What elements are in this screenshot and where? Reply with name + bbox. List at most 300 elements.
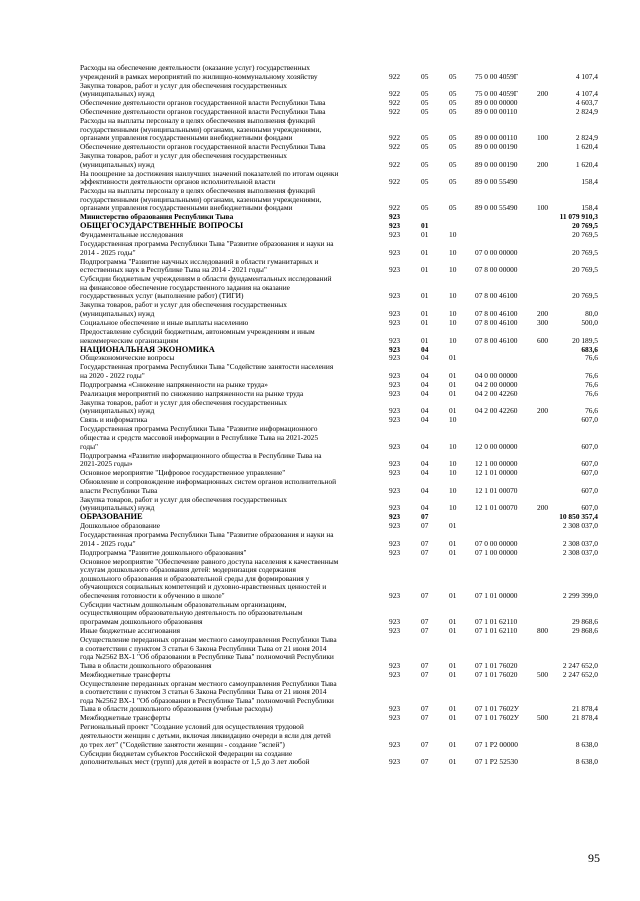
cell-target-item: 07 8 00 46100	[475, 318, 518, 327]
row-description	[80, 170, 385, 187]
description-line: 2014 - 2025 годы"	[80, 538, 136, 548]
description-line: года №2562 ВХ-1 "Об образовании в Республике Тыва" полномочий Республики	[80, 652, 334, 662]
description-line: Региональный проект "Создание условий для осуществления трудовой	[80, 722, 304, 732]
description-line: эффективности деятельности органов исполнительной власти	[80, 177, 276, 187]
description-line: годы"	[80, 441, 99, 451]
description-line: в соответствии с пунктом 3 статьи 6 Закона Республики Тыва от 21 июня 2014	[80, 687, 327, 697]
cell-target-item: 07 1 00 00000	[475, 547, 518, 557]
cell-amount: 20 189,5	[572, 335, 598, 345]
cell-amount: 20 769,5	[572, 221, 598, 231]
cell-expense-type: 200	[537, 159, 549, 169]
cell-section: 04	[421, 485, 429, 495]
cell-amount: 8 638,0	[575, 757, 598, 767]
cell-section: 01	[421, 309, 429, 319]
cell-subsection: 01	[449, 704, 457, 714]
description-line: Подпрограмма "Развитие научных исследований в области гуманитарных и	[80, 256, 319, 266]
cell-section: 05	[421, 177, 429, 187]
description-line: осуществляющим образовательную деятельность по образовательным	[80, 608, 303, 618]
description-line: на 2020 - 2022 годы"	[80, 370, 145, 380]
cell-subsection: 01	[449, 388, 457, 398]
cell-section: 07	[421, 669, 429, 679]
cell-subsection: 10	[449, 485, 457, 495]
cell-subsection: 01	[449, 538, 457, 548]
row-description	[80, 452, 385, 469]
description-line: (муниципальных) нужд	[80, 406, 155, 416]
cell-subsection: 01	[449, 626, 457, 635]
cell-amount: 607,0	[581, 485, 598, 495]
cell-grbs: 923	[389, 704, 401, 714]
cell-grbs: 923	[389, 247, 401, 257]
cell-target-item: 04 0 00 00000	[475, 370, 518, 380]
cell-subsection: 10	[449, 468, 457, 478]
cell-target-item: 07 1 P2 52530	[475, 757, 518, 767]
description-line: деятельности женщин с детьми, включая ликвидацию очереди в ясли для детей	[80, 730, 331, 740]
cell-target-item: 89 0 00 00000	[475, 98, 518, 108]
cell-grbs: 922	[389, 142, 401, 152]
cell-target-item: 07 8 00 00000	[475, 265, 518, 275]
description-line: (муниципальных) нужд	[80, 503, 155, 513]
row-description	[80, 82, 385, 99]
cell-grbs: 922	[389, 71, 401, 81]
cell-subsection: 01	[449, 669, 457, 679]
description-line: некоммерческим организациям	[80, 335, 179, 345]
cell-section: 01	[421, 265, 429, 275]
cell-grbs: 922	[389, 177, 401, 187]
description-line: Дошкольное образование	[80, 521, 161, 531]
row-description	[80, 64, 385, 81]
cell-target-item: 07 1 01 7602У	[475, 713, 520, 723]
description-line: Расходы на обеспечение деятельности (оказание услуг) государственных	[80, 63, 311, 72]
cell-subsection: 10	[449, 265, 457, 275]
description-line: Подпрограмма «Развитие информационного общества в Республике Тыва на	[80, 450, 322, 460]
cell-section: 07	[421, 617, 429, 627]
cell-section: 04	[421, 441, 429, 451]
description-line: на финансовое обеспечение государственного задания на оказание	[80, 282, 290, 292]
cell-amount: 29 868,6	[572, 626, 598, 635]
cell-grbs: 923	[389, 660, 401, 670]
description-line: Субсидии бюджетам субъектов Российской Федерации на создание	[80, 748, 293, 758]
cell-target-item: 12 1 01 00000	[475, 468, 518, 478]
row-description	[80, 601, 385, 627]
description-line: государственными (муниципальными) органами, казенными учреждениями,	[80, 124, 322, 134]
cell-subsection: 10	[449, 335, 457, 345]
cell-expense-type: 100	[537, 203, 549, 213]
cell-expense-type: 200	[537, 309, 549, 319]
cell-amount: 607,0	[581, 503, 598, 513]
cell-amount: 2 247 652,0	[562, 660, 598, 670]
description-line: Министерство образования Республики Тыва	[80, 212, 234, 222]
row-description	[80, 549, 385, 558]
description-line: Социальное обеспечение и иные выплаты населению	[80, 318, 249, 327]
cell-section: 01	[421, 221, 429, 231]
cell-grbs: 922	[389, 89, 401, 99]
cell-section: 01	[421, 247, 429, 257]
cell-subsection: 05	[449, 177, 457, 187]
description-line: до трех лет" ("Содействие занятости женщин - создание "яслей")	[80, 739, 285, 749]
cell-target-item: 12 0 00 00000	[475, 441, 518, 451]
cell-grbs: 923	[389, 521, 401, 531]
cell-subsection: 01	[449, 521, 457, 531]
cell-grbs: 923	[389, 468, 401, 478]
cell-target-item: 12 1 00 00000	[475, 459, 518, 469]
cell-target-item: 12 1 01 00070	[475, 485, 518, 495]
cell-amount: 158,4	[581, 203, 598, 213]
cell-subsection: 01	[449, 660, 457, 670]
description-line: Закупка товаров, работ и услуг для обеспечения государственных	[80, 80, 287, 90]
cell-section: 07	[421, 704, 429, 714]
cell-target-item: 89 0 00 55490	[475, 177, 518, 187]
cell-target-item: 89 0 00 00190	[475, 142, 518, 152]
cell-subsection: 10	[449, 503, 457, 513]
description-line: Тыва в области дошкольного образования	[80, 660, 212, 670]
cell-expense-type: 800	[537, 626, 549, 635]
cell-target-item: 07 0 00 00000	[475, 247, 518, 257]
cell-subsection: 05	[449, 98, 457, 108]
description-line: Основное мероприятие "Цифровое государственное управление"	[80, 468, 286, 478]
description-line: государственными (муниципальными) органами, казенными учреждениями,	[80, 194, 322, 204]
cell-section: 01	[421, 291, 429, 301]
row-description	[80, 258, 385, 275]
cell-subsection: 05	[449, 107, 457, 117]
description-line: естественных наук в Республике Тыва на 2014 - 2021 годы"	[80, 265, 267, 275]
cell-amount: 2 308 037,0	[562, 538, 598, 548]
cell-section: 07	[421, 757, 429, 767]
cell-target-item: 04 2 00 42260	[475, 406, 518, 416]
description-line: услугам дошкольного образования детей: модернизация содержания	[80, 565, 296, 575]
description-line: Государственная программа Республики Тыва "Содействие занятости населения	[80, 362, 334, 372]
description-line: Межбюджетные трансферты	[80, 713, 171, 723]
cell-target-item: 89 0 00 00110	[475, 107, 518, 117]
cell-target-item: 89 0 00 00110	[475, 133, 518, 143]
cell-amount: 607,0	[581, 415, 598, 425]
cell-grbs: 923	[389, 713, 401, 723]
description-line: ОБРАЗОВАНИЕ	[80, 512, 143, 522]
row-description	[80, 363, 385, 380]
cell-amount: 2 247 652,0	[562, 669, 598, 679]
cell-grbs: 922	[389, 107, 401, 117]
cell-subsection: 10	[449, 441, 457, 451]
cell-section: 04	[421, 379, 429, 389]
description-line: Закупка товаров, работ и услуг для обеспечения государственных	[80, 300, 287, 310]
description-line: в соответствии с пунктом 3 статьи 6 Закона Республики Тыва от 21 июня 2014	[80, 643, 327, 653]
description-line: власти Республики Тыва	[80, 485, 158, 495]
cell-section: 07	[421, 660, 429, 670]
cell-amount: 76,6	[585, 406, 598, 416]
cell-subsection: 01	[449, 713, 457, 723]
cell-expense-type: 100	[537, 133, 549, 143]
description-line: Обеспечение деятельности органов государственной власти Республики Тыва	[80, 142, 326, 152]
cell-section: 05	[421, 203, 429, 213]
row-description	[80, 636, 385, 670]
cell-amount: 76,6	[585, 379, 598, 389]
cell-subsection: 01	[449, 617, 457, 627]
cell-amount: 4 107,4	[575, 89, 598, 99]
description-line: Обновление и сопровождение информационных систем органов исполнительной	[80, 477, 337, 486]
row-description	[80, 240, 385, 257]
row-description	[80, 399, 385, 416]
description-line: (муниципальных) нужд	[80, 309, 155, 319]
cell-grbs: 923	[389, 538, 401, 548]
cell-target-item: 07 0 00 00000	[475, 538, 518, 548]
cell-target-item: 07 1 01 76020	[475, 669, 518, 679]
cell-grbs: 922	[389, 159, 401, 169]
description-line: Предоставление субсидий бюджетным, автономным учреждениям и иным	[80, 326, 315, 336]
cell-subsection: 05	[449, 133, 457, 143]
cell-grbs: 923	[389, 739, 401, 749]
cell-target-item: 04 2 00 00000	[475, 379, 518, 389]
row-description	[80, 301, 385, 318]
row-description	[80, 750, 385, 767]
cell-target-item: 75 0 00 4059Г	[475, 89, 519, 99]
cell-amount: 158,4	[581, 177, 598, 187]
description-line: Субсидии частным дошкольным образовательным организациям,	[80, 599, 287, 609]
description-line: ОБЩЕГОСУДАРСТВЕННЫЕ ВОПРОСЫ	[80, 221, 244, 231]
cell-amount: 683,6	[581, 344, 598, 354]
description-line: Обеспечение деятельности органов государственной власти Республики Тыва	[80, 107, 326, 117]
cell-subsection: 10	[449, 415, 457, 425]
row-description	[80, 478, 385, 495]
cell-section: 04	[421, 388, 429, 398]
cell-target-item: 07 1 01 76020	[475, 660, 518, 670]
cell-target-item: 07 1 01 62110	[475, 626, 518, 635]
cell-subsection: 01	[449, 353, 457, 363]
cell-section: 04	[421, 344, 429, 354]
cell-subsection: 05	[449, 71, 457, 81]
cell-grbs: 923	[389, 379, 401, 389]
cell-grbs: 923	[389, 318, 401, 327]
description-line: Расходы на выплаты персоналу в целях обеспечения выполнения функций	[80, 116, 316, 125]
description-line: Обеспечение деятельности органов государственной власти Республики Тыва	[80, 98, 326, 108]
cell-section: 04	[421, 459, 429, 469]
cell-subsection: 01	[449, 370, 457, 380]
page-number: 95	[588, 851, 600, 865]
cell-section: 05	[421, 98, 429, 108]
cell-grbs: 923	[389, 212, 401, 222]
description-line: НАЦИОНАЛЬНАЯ ЭКОНОМИКА	[80, 344, 215, 354]
description-line: 2021-2025 годы»	[80, 459, 133, 469]
description-line: Тыва в области дошкольного образования (учебные расходы)	[80, 704, 273, 714]
cell-amount: 76,6	[585, 353, 598, 363]
cell-section: 07	[421, 626, 429, 635]
cell-amount: 76,6	[585, 370, 598, 380]
cell-subsection: 05	[449, 89, 457, 99]
cell-amount: 4 107,4	[575, 71, 598, 81]
cell-grbs: 923	[389, 230, 401, 240]
cell-grbs: 923	[389, 459, 401, 469]
cell-amount: 607,0	[581, 468, 598, 478]
description-line: года №2562 ВХ-1 "Об образовании в Республике Тыва" полномочий Республики	[80, 695, 334, 705]
description-line: органами управления государственными внебюджетными фондами	[80, 203, 293, 213]
description-line: Осуществление переданных органам местного самоуправления Республики Тыва	[80, 634, 337, 644]
description-line: Подпрограмма "Развитие дошкольного образования"	[80, 547, 247, 557]
description-line: Осуществление переданных органам местного самоуправления Республики Тыва	[80, 678, 337, 688]
cell-subsection: 10	[449, 291, 457, 301]
row-description	[80, 152, 385, 169]
description-line: дополнительных мест (групп) для детей в возрасте от 1,5 до 3 лет любой	[80, 757, 310, 767]
cell-grbs: 922	[389, 98, 401, 108]
cell-grbs: 923	[389, 485, 401, 495]
description-line: Подпрограмма «Снижение напряженности на рынке труда»	[80, 379, 268, 389]
description-line: дошкольного образования и образовательной среды для формирования у	[80, 573, 310, 583]
cell-grbs: 923	[389, 344, 401, 354]
cell-amount: 11 079 910,3	[559, 212, 598, 222]
cell-amount: 20 769,5	[572, 265, 598, 275]
cell-subsection: 10	[449, 230, 457, 240]
cell-grbs: 923	[389, 617, 401, 627]
cell-grbs: 923	[389, 388, 401, 398]
cell-expense-type: 300	[537, 318, 549, 327]
cell-amount: 20 769,5	[572, 230, 598, 240]
cell-target-item: 07 8 00 46100	[475, 309, 518, 319]
cell-section: 04	[421, 353, 429, 363]
cell-amount: 76,6	[585, 388, 598, 398]
cell-grbs: 923	[389, 757, 401, 767]
cell-subsection: 10	[449, 247, 457, 257]
description-line: (муниципальных) нужд	[80, 89, 155, 99]
cell-section: 05	[421, 142, 429, 152]
description-line: 2014 - 2025 годы"	[80, 247, 136, 257]
cell-section: 07	[421, 547, 429, 557]
description-line: Общеэкономические вопросы	[80, 353, 175, 363]
cell-amount: 1 620,4	[575, 142, 598, 152]
cell-section: 07	[421, 521, 429, 531]
description-line: Закупка товаров, работ и услуг для обеспечения государственных	[80, 494, 287, 504]
cell-amount: 2 308 037,0	[562, 547, 598, 557]
cell-section: 07	[421, 713, 429, 723]
row-description	[80, 187, 385, 213]
cell-grbs: 923	[389, 441, 401, 451]
cell-section: 04	[421, 406, 429, 416]
cell-subsection: 01	[449, 757, 457, 767]
cell-amount: 21 878,4	[572, 704, 598, 714]
cell-amount: 21 878,4	[572, 713, 598, 723]
description-line: обеспечения готовности к обучению в школе"	[80, 590, 225, 600]
description-line: Государственная программа Республики Тыва "Развитие образования и науки на	[80, 239, 334, 249]
cell-section: 05	[421, 107, 429, 117]
row-description	[80, 496, 385, 513]
cell-grbs: 923	[389, 335, 401, 345]
cell-subsection: 10	[449, 309, 457, 319]
cell-expense-type: 600	[537, 335, 549, 345]
description-line: (муниципальных) нужд	[80, 159, 155, 169]
cell-grbs: 923	[389, 590, 401, 600]
cell-amount: 500,0	[581, 318, 598, 327]
cell-grbs: 923	[389, 669, 401, 679]
description-line: Расходы на выплаты персоналу в целях обеспечения выполнения функций	[80, 186, 316, 196]
cell-amount: 8 638,0	[575, 739, 598, 749]
row-description	[80, 117, 385, 143]
description-line: Закупка товаров, работ и услуг для обеспечения государственных	[80, 397, 287, 407]
cell-section: 07	[421, 512, 429, 522]
cell-section: 07	[421, 538, 429, 548]
cell-amount: 607,0	[581, 441, 598, 451]
cell-amount: 29 868,6	[572, 617, 598, 627]
cell-amount: 20 769,5	[572, 291, 598, 301]
cell-expense-type: 500	[537, 669, 549, 679]
cell-subsection: 05	[449, 142, 457, 152]
cell-amount: 2 299 399,0	[562, 590, 598, 600]
cell-section: 01	[421, 335, 429, 345]
row-description	[80, 425, 385, 451]
cell-grbs: 923	[389, 512, 401, 522]
cell-expense-type: 500	[537, 713, 549, 723]
cell-grbs: 923	[389, 370, 401, 380]
cell-section: 05	[421, 89, 429, 99]
cell-section: 07	[421, 590, 429, 600]
cell-expense-type: 200	[537, 406, 549, 416]
cell-grbs: 923	[389, 309, 401, 319]
description-line: Иные бюджетные ассигнования	[80, 626, 181, 635]
cell-grbs: 923	[389, 291, 401, 301]
row-description	[80, 558, 385, 601]
cell-grbs: 923	[389, 265, 401, 275]
description-line: Государственная программа Республики Тыва "Развитие информационного	[80, 424, 318, 434]
cell-amount: 80,0	[585, 309, 598, 319]
description-line: программам дошкольного образования	[80, 617, 203, 627]
description-line: общества и средств массовой информации в Республике Тыва на 2021-2025	[80, 432, 319, 442]
cell-amount: 2 824,9	[575, 107, 598, 117]
description-line: Государственная программа Республики Тыва "Развитие образования и науки на	[80, 530, 334, 539]
description-line: учреждений в рамках мероприятий по жилищно-коммунальному хозяйству	[80, 71, 318, 81]
cell-amount: 10 850 357,4	[559, 512, 598, 522]
cell-grbs: 923	[389, 547, 401, 557]
cell-amount: 2 824,9	[575, 133, 598, 143]
cell-section: 05	[421, 71, 429, 81]
cell-subsection: 01	[449, 739, 457, 749]
cell-target-item: 07 1 01 00000	[475, 590, 518, 600]
description-line: обучающихся социальных компетенций и духовно-нравственных ценностей и	[80, 582, 327, 592]
cell-grbs: 922	[389, 203, 401, 213]
cell-subsection: 05	[449, 159, 457, 169]
description-line: Межбюджетные трансферты	[80, 669, 171, 679]
description-line: На поощрение за достижения наилучших значений показателей по итогам оценки	[80, 168, 339, 178]
cell-target-item: 07 8 00 46100	[475, 335, 518, 345]
cell-target-item: 12 1 01 00070	[475, 503, 518, 513]
cell-grbs: 923	[389, 626, 401, 635]
cell-subsection: 10	[449, 459, 457, 469]
cell-section: 01	[421, 318, 429, 327]
cell-section: 05	[421, 133, 429, 143]
cell-target-item: 89 0 00 55490	[475, 203, 518, 213]
description-line: Реализация мероприятий по снижению напряженности на рынке труда	[80, 388, 304, 398]
cell-amount: 4 603,7	[575, 98, 598, 108]
cell-section: 07	[421, 739, 429, 749]
cell-subsection: 05	[449, 203, 457, 213]
description-line: Связь и информатика	[80, 415, 148, 425]
description-line: Фундаментальные исследования	[80, 230, 184, 240]
cell-section: 04	[421, 415, 429, 425]
cell-grbs: 922	[389, 133, 401, 143]
cell-subsection: 01	[449, 379, 457, 389]
cell-subsection: 01	[449, 590, 457, 600]
cell-amount: 607,0	[581, 459, 598, 469]
description-line: Закупка товаров, работ и услуг для обеспечения государственных	[80, 151, 287, 161]
row-description	[80, 531, 385, 548]
row-description	[80, 723, 385, 749]
description-line: органами управления государственными внебюджетными фондами	[80, 133, 293, 143]
row-description	[80, 328, 385, 345]
cell-section: 04	[421, 503, 429, 513]
description-line: Основное мероприятие "Обеспечение равного доступа населения к качественным	[80, 556, 339, 566]
cell-target-item: 07 8 00 46100	[475, 291, 518, 301]
row-description	[80, 680, 385, 714]
cell-section: 04	[421, 468, 429, 478]
cell-target-item: 07 1 01 62110	[475, 617, 518, 627]
cell-amount: 2 308 037,0	[562, 521, 598, 531]
cell-grbs: 923	[389, 406, 401, 416]
cell-grbs: 923	[389, 415, 401, 425]
cell-expense-type: 200	[537, 89, 549, 99]
